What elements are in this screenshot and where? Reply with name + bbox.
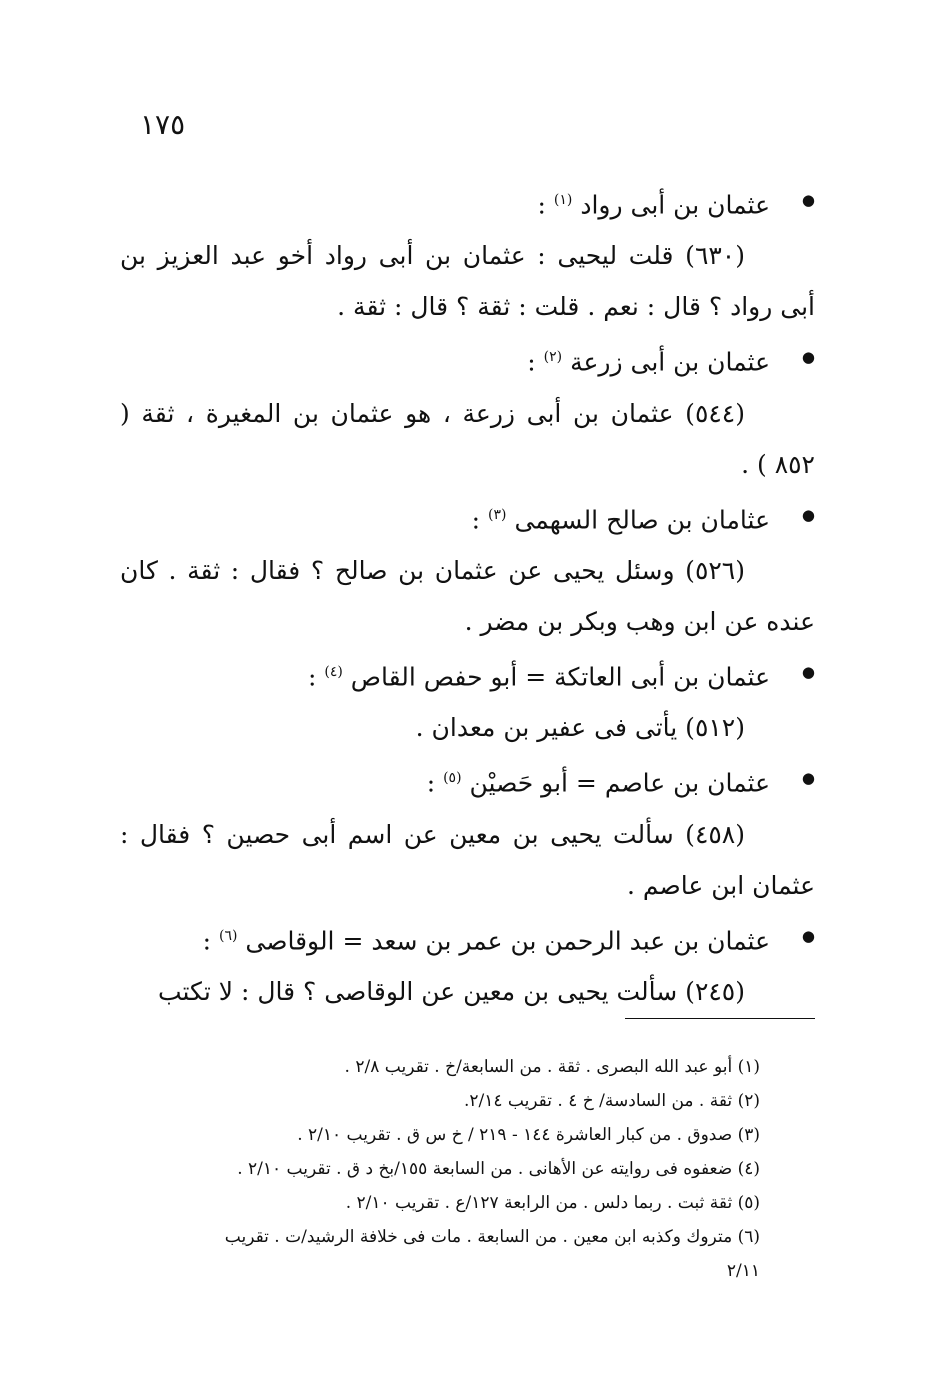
footnotes [120, 1050, 760, 1288]
footnote-ref: (٢) [543, 349, 563, 366]
footnote-ref: (٣) [488, 506, 507, 523]
footnote-ref: (٦) [218, 927, 238, 944]
entry-text: (٥٢٦) وسئل يحيى عن عثمان بن صالح ؟ فقال : ثقة . كان عنده عن ابن وهب وبكر بن مضر . [120, 555, 815, 636]
footnote-ref: (٤) [324, 663, 343, 680]
footnote: (١) أبو عبد الله البصرى . ثقة . من السابعة/خ . تقريب ٢/٨ . [344, 1057, 760, 1077]
page-body [120, 175, 815, 1017]
entry-text: (٦٣٠) قلت ليحيى : عثمان بن أبى رواد أخو عبد العزيز بن أبى رواد ؟ قال : نعم . قلت : ثقة ؟ قال : ثقة . [120, 241, 815, 322]
entry-heading: ● عثمان بن أبى رواد $^{(١)}$ : [120, 175, 815, 230]
entry-text: (٥٤٤) عثمان بن أبى زرعة ، هو عثمان بن المغيرة ، ثقة ( ٨٥٢ ) . [120, 398, 815, 479]
entry-text: (٤٥٨) سألت يحيى بن معين عن اسم أبى حصين ؟ فقال : عثمان ابن عاصم . [120, 819, 815, 900]
footnote: (٤) ضعفوه فى روايته عن الأهانى . من السابعة ١٥٥/بخ د ق . تقريب ٢/١٠ . [237, 1159, 760, 1179]
footnote-divider [625, 1018, 815, 1019]
entry-text: (٢٤٥) سألت يحيى بن معين عن الوقاصى ؟ قال : لا تكتب [157, 976, 745, 1006]
page-number: ١٧٥ [140, 108, 186, 141]
footnote: (٣) صدوق . من كبار العاشرة ١٤٤ - ٢١٩ / خ س ق . تقريب ٢/١٠ . [297, 1125, 760, 1145]
footnote-ref: (٥) [443, 770, 462, 787]
entry-heading: ● عثمان بن أبى زرعة $^{(٢)}$ : [120, 332, 815, 387]
footnote: (٦) متروك وكذبه ابن معين . من السابعة . مات فى خلافة الرشيد/ت . تقريب [224, 1227, 760, 1247]
entry-heading: ● عثمان بن أبى العاتكة = أبو حفص القاص $^{(٤)}$ : [120, 647, 815, 702]
entry-text: (٥١٢) يأتى فى عفير بن معدان . [415, 713, 745, 743]
entry-heading: ● عثمان بن عاصم = أبو حَصيْن $^{(٥)}$ : [120, 753, 815, 808]
footnote-ref: (١) [553, 192, 573, 208]
footnote-continuation: ٢/١١ [726, 1261, 760, 1281]
entry-heading: ● عثمان بن عبد الرحمن بن عمر بن سعد = الوقاصى $^{(٦)}$ : [120, 911, 815, 966]
footnote: (٢) ثقة . من السادسة/ خ ٤ . تقريب ٢/١٤. [463, 1091, 760, 1111]
footnote: (٥) ثقة ثبت . ربما دلس . من الرابعة ١٢٧/ع . تقريب ٢/١٠ . [345, 1193, 760, 1213]
entry-heading: ● عثامان بن صالح السهمى $^{(٣)}$ : [120, 490, 815, 545]
